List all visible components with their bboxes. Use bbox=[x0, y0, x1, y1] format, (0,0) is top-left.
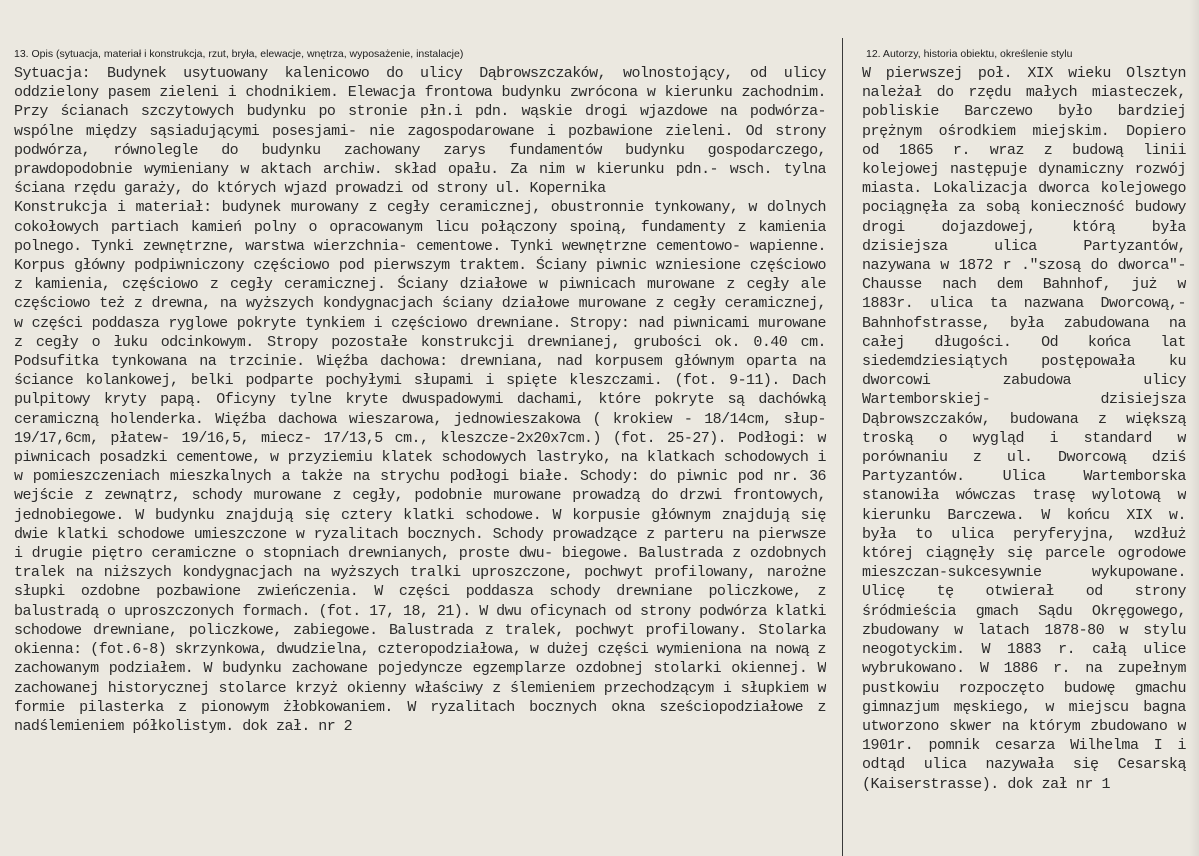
history-heading: 12. Autorzy, historia obiektu, określenie stylu bbox=[866, 48, 1073, 60]
description-text bbox=[14, 64, 826, 736]
description-column bbox=[14, 44, 826, 844]
column-divider bbox=[842, 38, 843, 856]
construction-paragraph: Konstrukcja i materiał: budynek murowany z cegły ceramicznej, obustronnie tynkowany, w dolnych cokołowych partiach kamień polny o opracowanym licu połączony spoiną, fundamenty z kamienia polnego. Tynki zewnętrzne, warstwa wierzchnia- cementowe. Tynki wewnętrzne cementowo- wapienne. Korpus główny podpiwniczony częściowo pod pierwszym traktem. Ściany piwnic wzniesione częściowo z kamienia, częściowo z cegły ceramicznej. Ściany działowe w piwnicach murowane z cegły ale częściowo też z drewna, na wyższych kondygnacjach ściany działowe murowane z cegły ceramicznej, w części poddasza ryglowe pokryte tynkiem i częściowo drewniane. Stropy: nad piwnicami murowane z cegły o łuku odcinkowym. Stropy pozostałe konstrukcji drewnianej, grubości ok. 0.40 cm. Podsufitka tynkowana na trzcinie. Więźba dachowa: drewniana, nad korpusem głównym oparta na ściance kolankowej, belki podparte pochyłymi słupami i spięte kleszczami. (fot. 9-11). Dach pulpitowy kryty papą. Oficyny tylne kryte dwuspadowymi dachami, które pokryte są dachówką ceramiczną holenderka. Więźba dachowa wieszarowa, jednowieszakowa ( krokiew - 18/14cm, słup- 19/17,6cm, płatew- 19/16,5, miecz- 17/13,5 cm., kleszcze-2x20x7cm.) (fot. 25-27). Podłogi: w piwnicach posadzki cementowe, w przyziemiu klatek schodowych lastryko, na klatkach schodowych i w pomieszczeniach mieszkalnych a także na strychu podłogi białe. Schody: do piwnic pod nr. 36 wejście z zewnątrz, schody murowane z cegły, podobnie murowane prowadzą do drzwi frontowych, jednobiegowe. W budynku znajdują się cztery klatki schodowe. W korpusie głównym znajdują się dwie klatki schodowe umieszczone w ryzalitach bocznych. Schody prowadzące z parteru na pierwsze i drugie piętro ceramiczne o stopniach drewnianych, proste dwu- biegowe. Balustrada z ozdobnych tralek na niższych kondygnacjach na wyższych tralki uproszczone, pochwyt profilowany, narożne słupki ozdobne pozbawione zwieńczenia. W części poddasza schody drewniane policzkowe, z balustradą o uproszczonych formach. (fot. 17, 18, 21). W dwu oficynach od strony podwórza klatki schodowe drewniane, policzkowe, zabiegowe. Balustrada z tralek, pochwyt profilowany. Stolarka okienna: (fot.6-8) skrzynkowa, dwudzielna, czteropodziałowa, w dużej części wymieniona na nową z zachowanym podziałem. W budynku zachowane pojedyncze egzemplarze ozdobnej stolarki okiennej. W zachowanej historycznej stolarce krzyż okienny właściwy z ślemieniem przechodzącym i słupkiem w formie pilasterka z pionowym żłobkowaniem. W ryzalitach bocznych okna sześciopodziałowe z nadślemieniem półkolistym. dok zał. nr 2 bbox=[14, 199, 826, 735]
history-text bbox=[862, 64, 1186, 794]
description-heading: 13. Opis (sytuacja, materiał i konstrukcja, rzut, bryła, elewacje, wnętrza, wyposażenie, instalacje) bbox=[14, 48, 464, 60]
history-paragraph: W pierwszej poł. XIX wieku Olsztyn należał do rzędu małych miasteczek, pobliskie Barczewo było bardziej prężnym ośrodkiem miejskim. Dopiero od 1865 r. wraz z budową linii kolejowej następuje dynamiczny rozwój miasta. Lokalizacja dworca kolejowego pociągnęła za sobą konieczność budowy drogi dojazdowej, którą była dzisiejsza ulica Partyzantów, nazywana w 1872 r ."szosą do dworca"- Chausse nach dem Bahnhof, już w 1883r. ulica ta nazwana Dworcową,- Bahnhofstrasse, była zabudowana na całej długości. Od końca lat siedemdziesiątych postępowała ku dworcowi zabudowa ulicy Wartemborskiej- dzisiejsza Dąbrowszczaków, budowana z większą troską o wygląd i standard w porównaniu z ul. Dworcową dziś Partyzantów. Ulica Wartemborska stanowiła wówczas trasę wylotową w kierunku Barczewa. W końcu XIX w. była to ulica peryferyjna, wzdłuż której ciągnęły się parcele ogrodowe mieszczan-sukcesywnie wykupowane. Ulicę tę otwierał od strony śródmieścia gmach Sądu Okręgowego, zbudowany w latach 1878-80 w stylu neogotyckim. W 1883 r. całą ulice wybrukowano. W 1886 r. na zupełnym pustkowiu rozpoczęto budowę gmachu gimnazjum męskiego, w miejscu bagna utworzono skwer na którym zbudowano w 1901r. pomnik cesarza Wilhelma I i odtąd ulica nazywała się Cesarską (Kaiserstrasse). dok zał nr 1 bbox=[862, 65, 1186, 793]
situation-paragraph: Sytuacja: Budynek usytuowany kalenicowo do ulicy Dąbrowszczaków, wolnostojący, od ulicy oddzielony pasem zieleni i chodnikiem. Elewacja frontowa budynku zwrócona w kierunku zachodnim. Przy ścianach szczytowych budynku po stronie płn.i pdn. wąskie drogi wjazdowe na podwórza- wspólne między sąsiadującymi posesjami- nie zagospodarowane i pozbawione zieleni. Od strony podwórza, równolegle do budynku zachowany zarys fundamentów budynku gospodarczego, prawdopodobnie wymieniany w aktach archiw. skład opału. Za nim w kierunku pdn.- wsch. tylna ściana rzędu garaży, do których wjazd prowadzi od strony ul. Kopernika bbox=[14, 65, 826, 198]
history-column bbox=[862, 44, 1186, 844]
page-edge-shadow bbox=[1189, 0, 1199, 856]
